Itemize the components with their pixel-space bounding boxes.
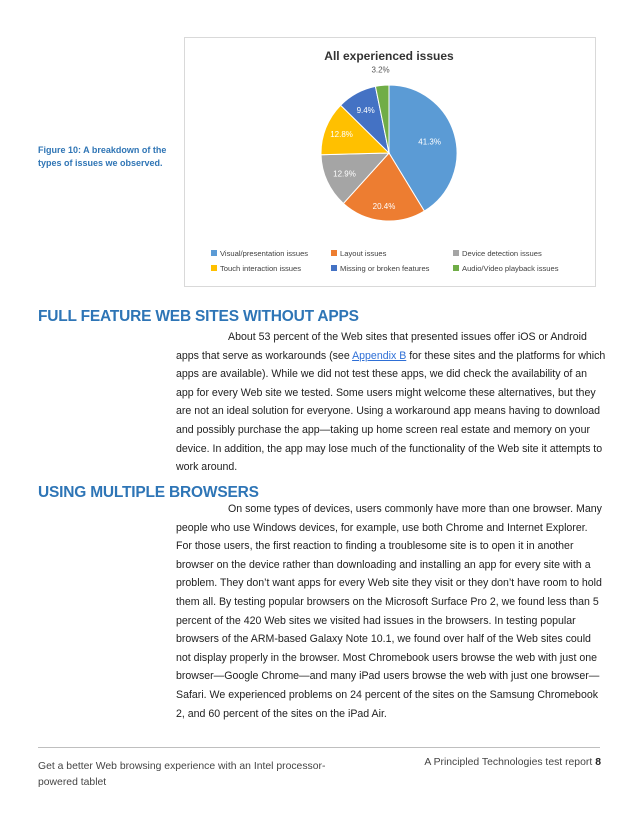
legend-swatch — [211, 250, 217, 256]
legend-entry — [453, 249, 542, 258]
footer-report-label: A Principled Technologies test report — [424, 757, 593, 768]
legend-swatch — [453, 250, 459, 256]
legend-entry — [331, 249, 387, 258]
pie-chart — [184, 37, 596, 287]
page-number: 8 — [595, 757, 601, 768]
pie-data-label: 3.2% — [371, 65, 390, 75]
pie-data-label: 20.4% — [372, 201, 396, 211]
section-paragraph-browsers — [176, 500, 606, 723]
legend-label: Touch interaction issues — [220, 264, 302, 273]
pie-data-label: 12.8% — [330, 130, 353, 140]
section-heading-browsers: USING MULTIPLE BROWSERS — [38, 484, 259, 501]
appendix-b-link[interactable]: Appendix B — [352, 349, 407, 362]
legend-swatch — [211, 265, 217, 271]
legend-entry — [211, 264, 301, 273]
footer-report-title: Get a better Web browsing experience with an Intel processor-powered tablet — [38, 761, 326, 788]
legend-label: Device detection issues — [462, 249, 542, 258]
legend-label: Missing or broken features — [340, 264, 430, 273]
pie-data-label: 41.3% — [418, 137, 441, 147]
legend-label: Audio/Video playback issues — [462, 264, 559, 273]
paragraph-text: About 53 percent of the Web sites that presented issues offer iOS or Android apps that serve as workarounds (see — [176, 331, 587, 362]
legend-label: Visual/presentation issues — [220, 249, 309, 258]
figure-caption: Figure 10: A breakdown of the types of issues we observed. — [38, 145, 167, 168]
legend-swatch — [331, 250, 337, 256]
section-heading-apps: FULL FEATURE WEB SITES WITHOUT APPS — [38, 308, 359, 325]
pie-data-label: 9.4% — [356, 105, 375, 115]
paragraph-text: for these sites and the platforms for which apps are available). While we did not test these apps, we did check the availability of an app for every Web site we tested. Some users might welcome these alternatives, but they are not an ideal solution for everyone. Using a workaround app means having to download and possibly purchase the app—taking up home screen real estate and memory on your device. In addition, the app may lose much of the functionality of the Web site it attempts to work around. — [176, 349, 606, 474]
pie-data-label: 12.9% — [333, 169, 356, 179]
paragraph-text: On some types of devices, users commonly have more than one browser. Many people who use Windows devices, for example, use both Chrome and Internet Explorer. For those users, the first reaction to finding a troublesome site is to open it in another browser on the device rather than downloading and installing an app for every site with a problem. They don’t want apps for every Web site they visit or they don’t have room to hold them all. By testing popular browsers on the Microsoft Surface Pro 2, we found less than 5 percent of the 420 Web sites we visited had issues in the browsers. In testing popular browsers of the ARM-based Galaxy Note 10.1, we found over half of the Web sites could not display properly in the browser. Most Chromebook users browse the web with just one browser—Google Chrome—and many iPad users browse the web with just one browser—Safari. We experienced problems on 24 percent of the sites on the Samsung Chromebook 2, and 60 percent of the sites on the iPad Air. — [176, 503, 602, 720]
pie-chart-svg — [185, 38, 595, 286]
legend-label: Layout issues — [340, 249, 387, 258]
legend-swatch — [453, 265, 459, 271]
legend-entry — [453, 264, 559, 273]
legend-entry — [331, 264, 430, 273]
footer-divider — [38, 747, 600, 748]
legend-entry — [211, 249, 308, 258]
section-paragraph-apps — [176, 328, 606, 477]
chart-title: All experienced issues — [324, 49, 454, 63]
legend-swatch — [331, 265, 337, 271]
footer-report-info — [424, 757, 601, 768]
